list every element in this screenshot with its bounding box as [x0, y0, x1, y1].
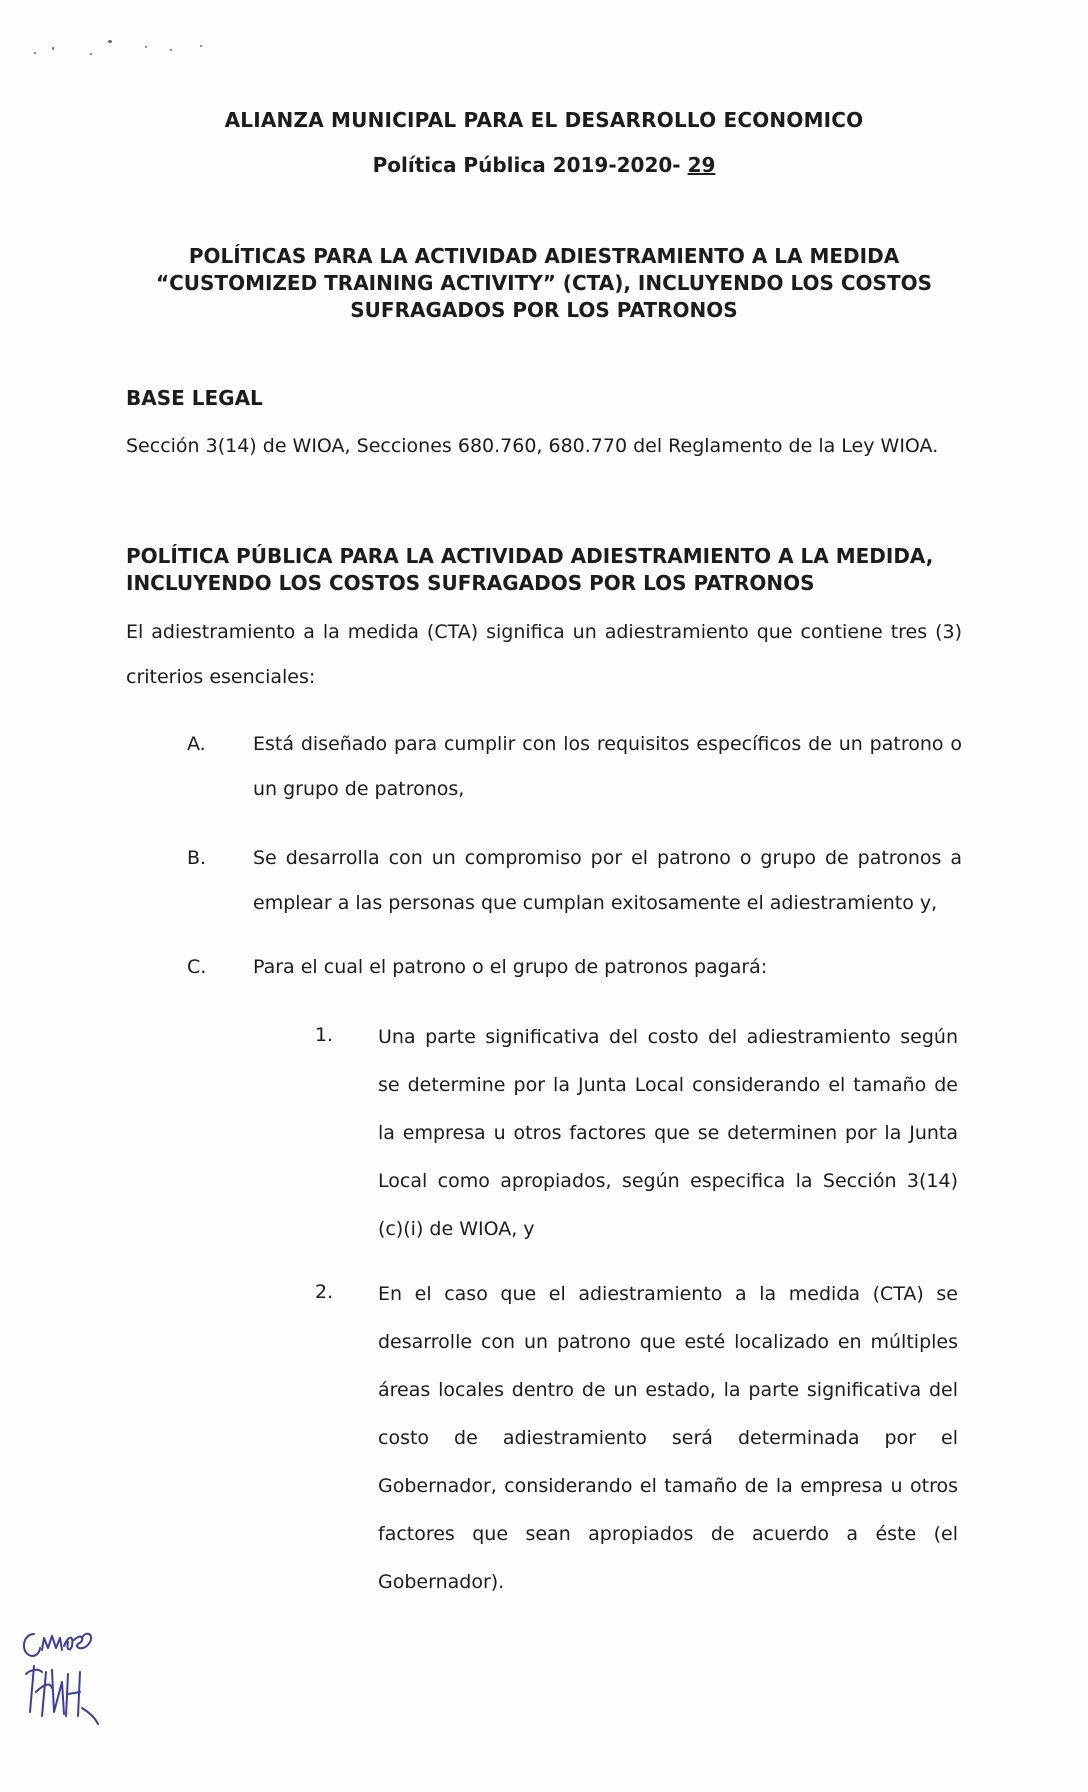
- scan-speck: [170, 49, 172, 51]
- scan-speck: [34, 52, 36, 54]
- policy-section-heading: POLÍTICA PÚBLICA PARA LA ACTIVIDAD ADIESTRAMIENTO A LA MEDIDA, INCLUYENDO LOS COSTOS SUFRAGADOS POR LOS PATRONOS: [126, 544, 934, 595]
- scan-speck: [90, 53, 92, 55]
- policy-prefix: Política Pública 2019-2020-: [372, 153, 681, 177]
- criterion-c-text: Para el cual el patrono o el grupo de patronos pagará:: [253, 956, 768, 978]
- document-title: POLÍTICAS PARA LA ACTIVIDAD ADIESTRAMIENTO A LA MEDIDA “CUSTOMIZED TRAINING ACTIVITY” (CTA), INCLUYENDO LOS COSTOS SUFRAGADOS POR LOS PATRONOS: [155, 244, 933, 322]
- scan-speck: [108, 40, 112, 43]
- policy-number-line: [0, 153, 1088, 177]
- criterion-a-label: A.: [187, 733, 206, 755]
- subitem-1-label: 1.: [315, 1024, 334, 1046]
- scan-speck: [200, 45, 202, 47]
- policy-number: 29: [687, 153, 716, 177]
- criterion-b-text: Se desarrolla con un compromiso por el patrono o grupo de patronos a emplear a las personas que cumplan exitosamente el adiestramiento y,: [253, 847, 962, 914]
- legal-base-heading: BASE LEGAL: [126, 386, 263, 410]
- scan-speck: [145, 46, 147, 48]
- organization-name: ALIANZA MUNICIPAL PARA EL DESARROLLO ECONOMICO: [224, 108, 864, 132]
- scan-speck: [52, 47, 54, 50]
- handwritten-initials: [12, 1612, 122, 1732]
- subitem-2-text: En el caso que el adiestramiento a la medida (CTA) se desarrolle con un patrono que esté localizado en múltiples áreas locales dentro de un estado, la parte significativa del costo de adiestramiento será determinada por el Gobernador, considerando el tamaño de la empresa u otros factores que sean apropiados de acuerdo a éste (el Gobernador).: [378, 1283, 958, 1593]
- policy-intro: El adiestramiento a la medida (CTA) significa un adiestramiento que contiene tres (3) criterios esenciales:: [126, 621, 962, 688]
- legal-base-text: Sección 3(14) de WIOA, Secciones 680.760, 680.770 del Reglamento de la Ley WIOA.: [126, 435, 939, 457]
- criterion-b-label: B.: [187, 847, 207, 869]
- subitem-1-text: Una parte significativa del costo del adiestramiento según se determine por la Junta Local considerando el tamaño de la empresa u otros factores que se determinen por la Junta Local como apropiados, según especifica la Sección 3(14) (c)(i) de WIOA, y: [378, 1026, 958, 1240]
- criterion-c-label: C.: [187, 956, 207, 978]
- subitem-2-label: 2.: [315, 1281, 334, 1303]
- criterion-a-text: Está diseñado para cumplir con los requisitos específicos de un patrono o un grupo de patronos,: [253, 733, 962, 800]
